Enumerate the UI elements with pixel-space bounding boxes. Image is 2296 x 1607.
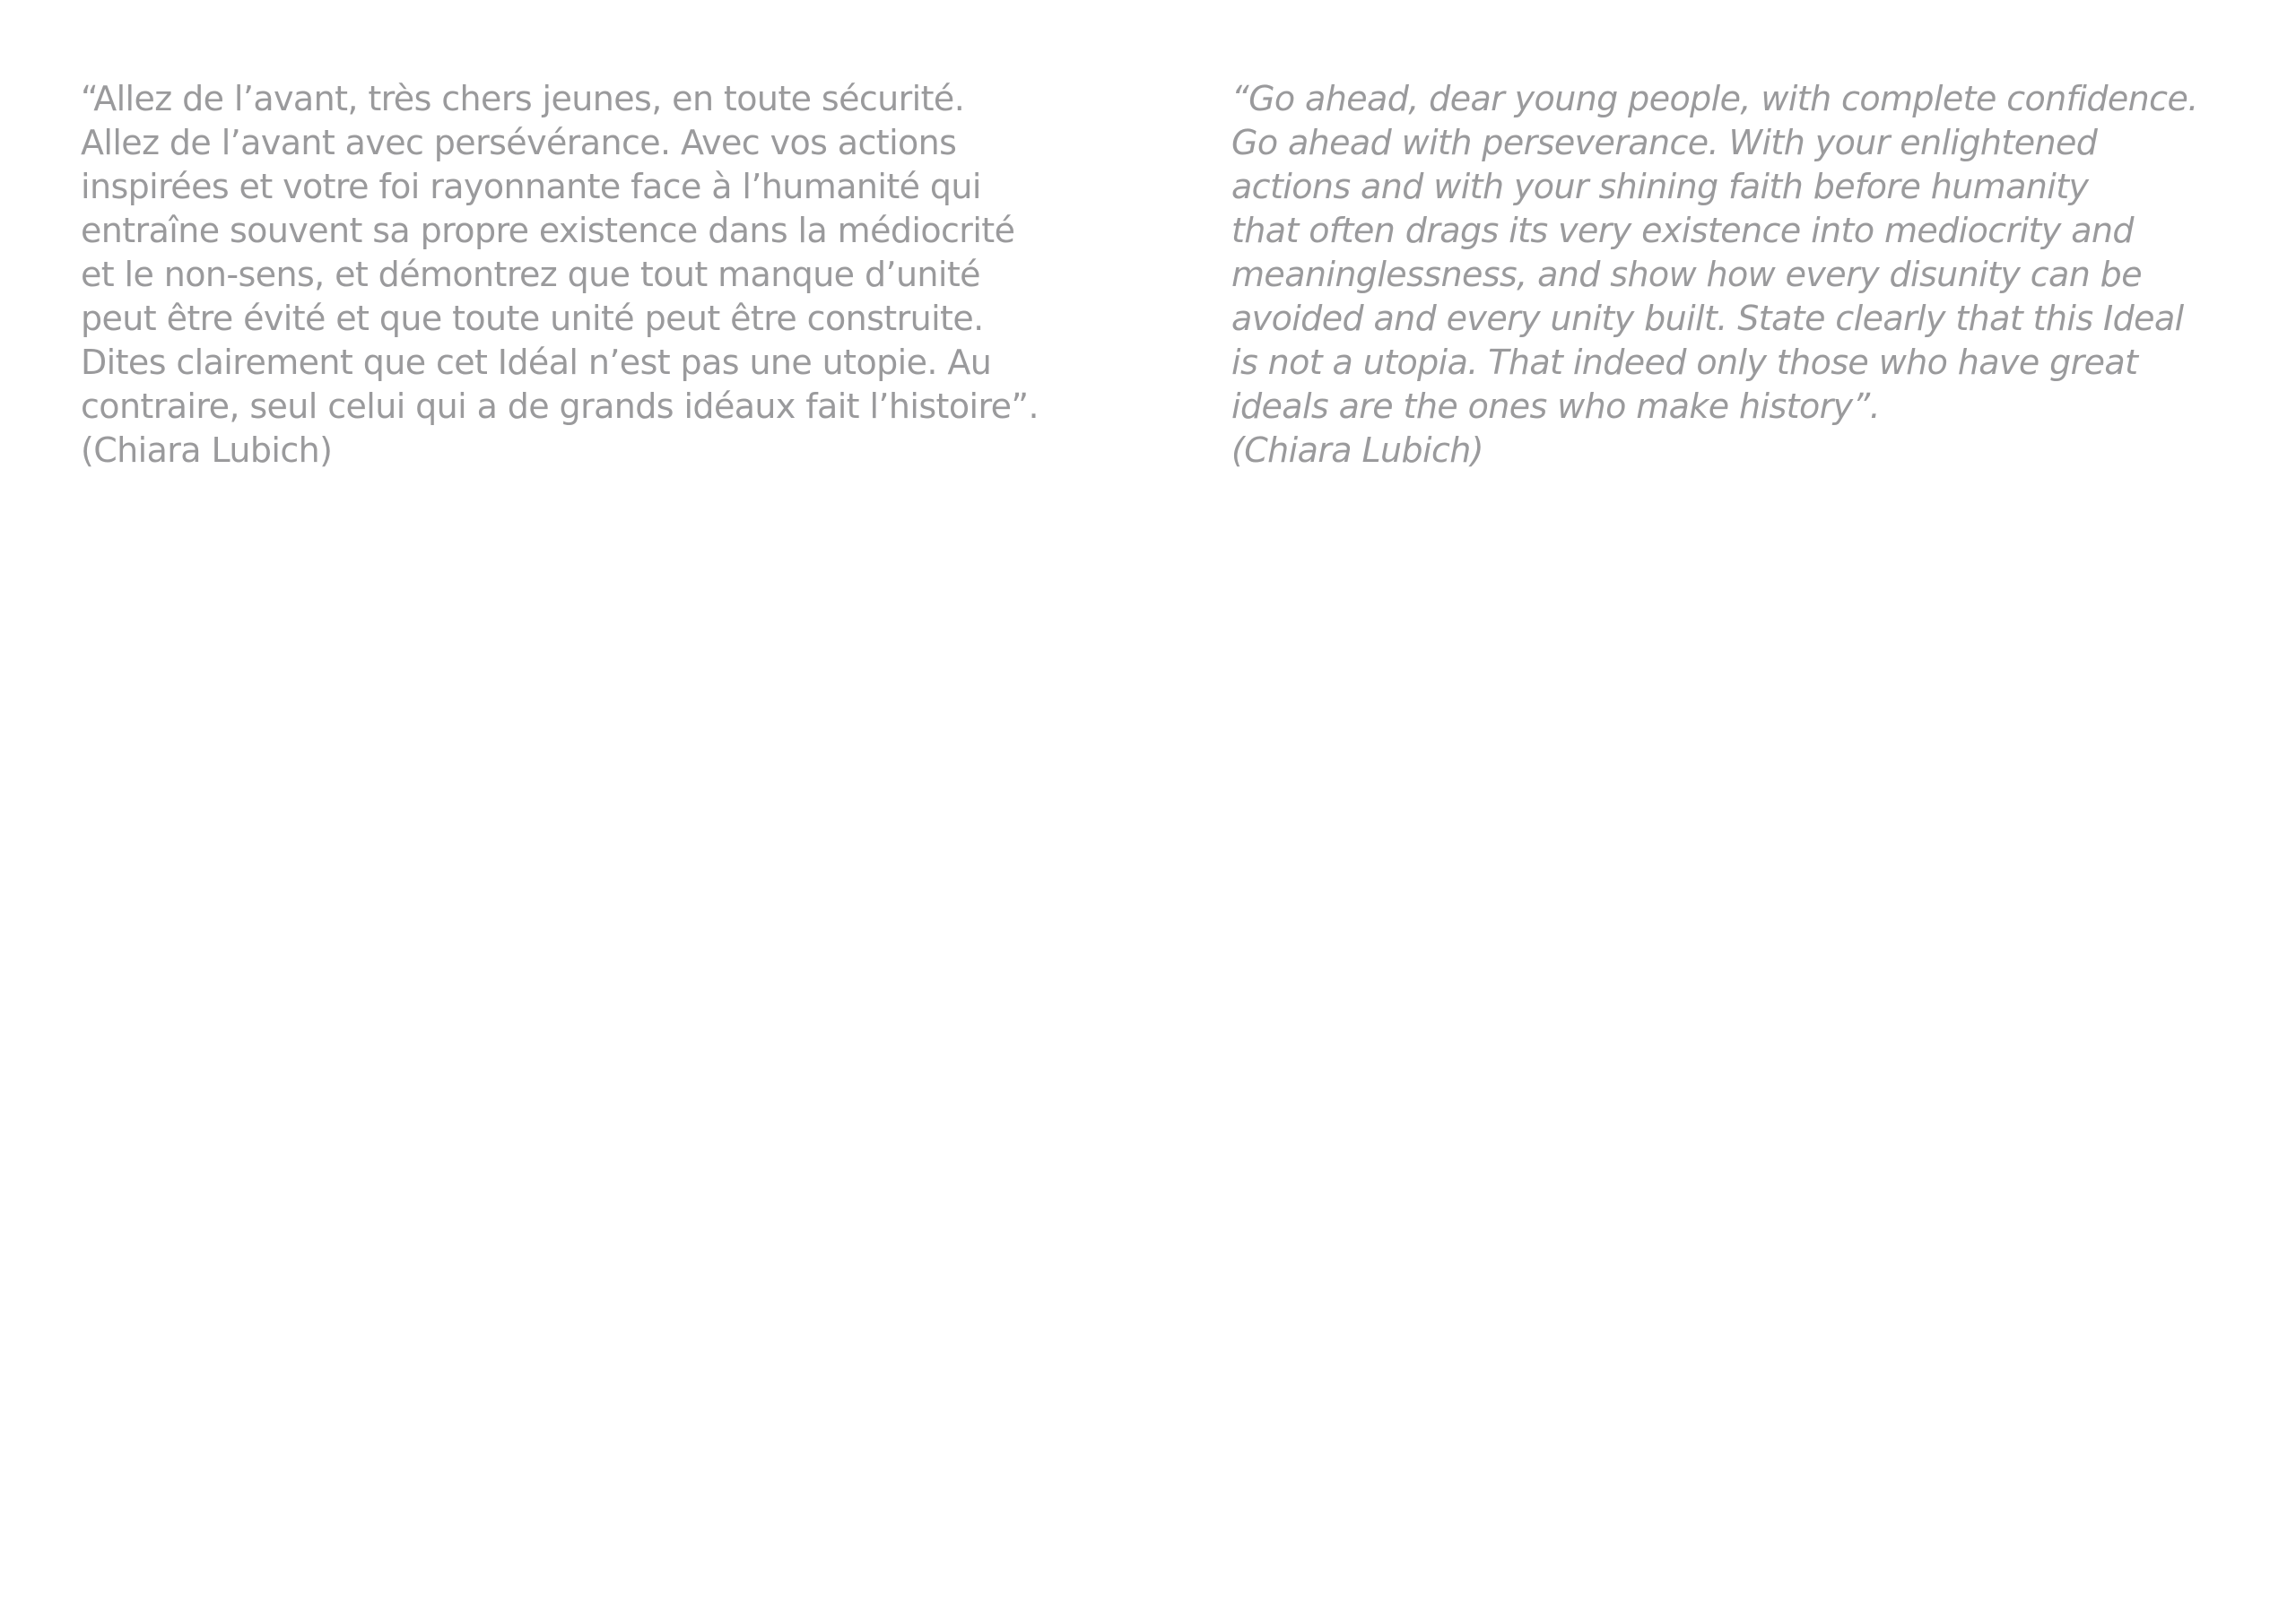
quote-attribution: (Chiara Lubich) [81, 430, 333, 470]
quote-line: entraîne souvent sa propre existence dans la médiocrité [81, 211, 1015, 250]
quote-line: inspirées et votre foi rayonnante face à l’humanité qui [81, 167, 981, 206]
quote-line: meaninglessness, and show how every disunity can be [1231, 255, 2142, 294]
quote-line: Dites clairement que cet Idéal n’est pas une utopie. Au [81, 343, 992, 382]
quote-line: avoided and every unity built. State clearly that this Ideal [1231, 299, 2184, 338]
quote-line: ideals are the ones who make history”. [1231, 387, 1881, 426]
quote-english [1231, 77, 2263, 473]
quote-line: actions and with your shining faith before humanity [1231, 167, 2089, 206]
quote-line: contraire, seul celui qui a de grands idéaux fait l’histoire”. [81, 387, 1039, 426]
quote-line: is not a utopia. That indeed only those who have great [1231, 343, 2138, 382]
quote-line: et le non-sens, et démontrez que tout manque d’unité [81, 255, 980, 294]
quote-attribution: (Chiara Lubich) [1231, 430, 1484, 470]
quote-french [81, 77, 1112, 473]
quote-line: “Go ahead, dear young people, with complete confidence. [1231, 79, 2198, 118]
quote-line: “Allez de l’avant, très chers jeunes, en toute sécurité. [81, 79, 965, 118]
quote-line: Allez de l’avant avec persévérance. Avec vos actions [81, 123, 957, 162]
quote-line: peut être évité et que toute unité peut être construite. [81, 299, 984, 338]
quote-line: Go ahead with perseverance. With your enlightened [1231, 123, 2098, 162]
quote-line: that often drags its very existence into mediocrity and [1231, 211, 2134, 250]
